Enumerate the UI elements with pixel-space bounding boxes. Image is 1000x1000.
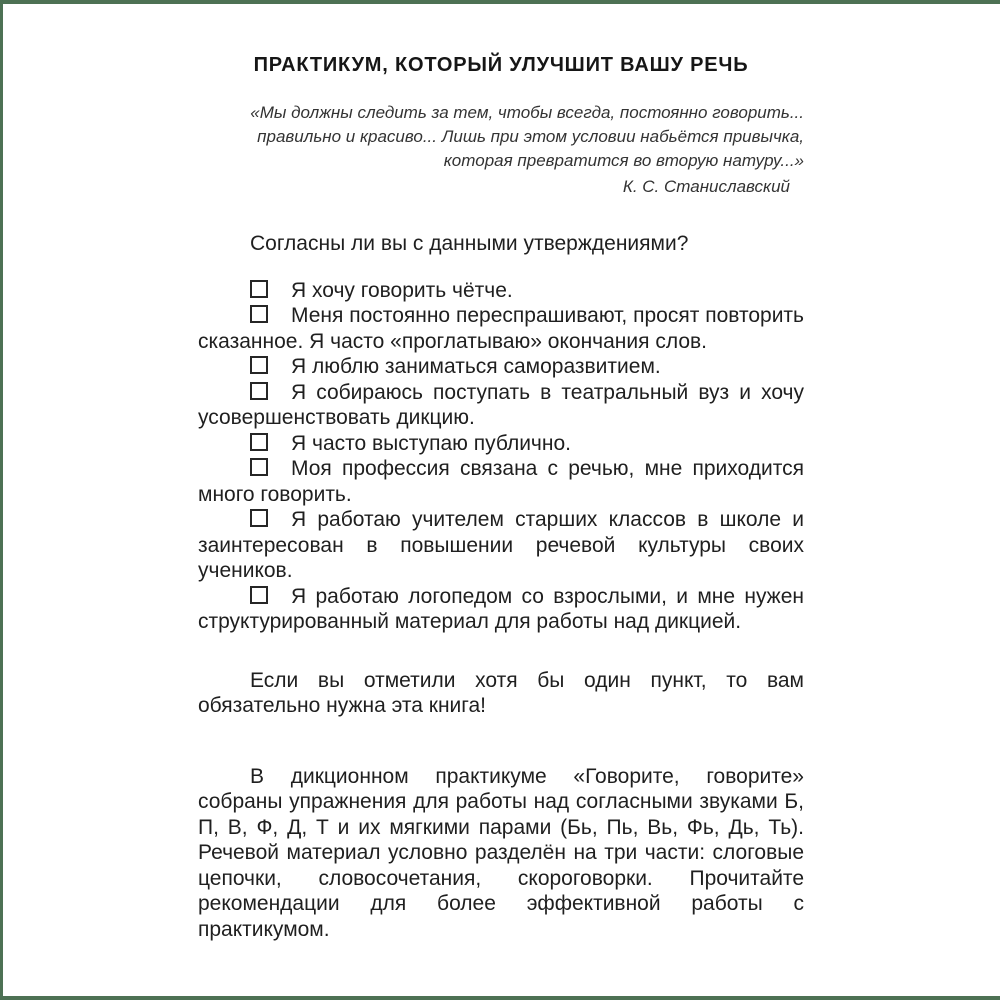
epigraph-line: «Мы должны следить за тем, чтобы всегда, постоянно говорить... xyxy=(250,103,804,122)
checklist-item xyxy=(198,303,804,354)
checklist-item xyxy=(198,278,804,304)
checkbox-icon xyxy=(250,458,268,476)
checklist-item-text: Я работаю учителем старших классов в школе и заинтересован в повышении речевой культуры своих учеников. xyxy=(198,508,804,582)
checklist-item-text: Я люблю заниматься саморазвитием. xyxy=(291,355,661,378)
checklist-item xyxy=(198,380,804,431)
description-paragraph: В дикционном практикуме «Говорите, говорите» собраны упражнения для работы над согласными звуками Б, П, В, Ф, Д, Т и их мягкими парами (Бь, Пь, Вь, Фь, Дь, Ть). Речевой материал условно разделён на три части: слоговые цепочки, словосочетания, скороговорки. Прочитайте рекомендации для более эффективной работы с практикумом. xyxy=(198,764,804,941)
checklist-item-text: Я часто выступаю публично. xyxy=(291,431,571,455)
checklist-item xyxy=(198,507,804,584)
checklist-item-text: Я хочу говорить чётче. xyxy=(291,278,513,302)
body-text xyxy=(198,231,804,942)
checklist-item-text: Меня постоянно переспрашивают, просят повторить сказанное. Я часто «проглатываю» окончания слов. xyxy=(198,304,804,353)
checklist xyxy=(198,278,804,635)
text-column xyxy=(198,4,804,942)
checkbox-icon xyxy=(250,586,268,604)
epigraph-line: правильно и красиво... Лишь при этом условии набьётся привычка, xyxy=(257,127,804,146)
epigraph xyxy=(198,101,804,199)
checklist-item-text: Я собираюсь поступать в театральный вуз и хочу усовершенствовать дикцию. xyxy=(198,380,804,429)
question-heading: Согласны ли вы с данными утверждениями? xyxy=(250,232,689,255)
epigraph-line: которая превратится во вторую натуру...» xyxy=(443,151,804,170)
call-to-action-paragraph: Если вы отметили хотя бы один пункт, то вам обязательно нужна эта книга! xyxy=(198,668,804,717)
checklist-item xyxy=(198,354,804,380)
checklist-item xyxy=(198,431,804,457)
checkbox-icon xyxy=(250,433,268,451)
page-title: ПРАКТИКУМ, КОТОРЫЙ УЛУЧШИТ ВАШУ РЕЧЬ xyxy=(253,54,749,76)
epigraph-attribution: К. С. Станиславский xyxy=(622,177,790,196)
checklist-item-text: Моя профессия связана с речью, мне приходится много говорить. xyxy=(198,457,804,506)
checkbox-icon xyxy=(250,382,268,400)
checkbox-icon xyxy=(250,356,268,374)
checkbox-icon xyxy=(250,305,268,323)
checkbox-icon xyxy=(250,280,268,298)
checklist-item-text: Я работаю логопедом со взрослыми, и мне нужен структурированный материал для работы над дикцией. xyxy=(198,584,804,633)
checkbox-icon xyxy=(250,509,268,527)
checklist-item xyxy=(198,584,804,635)
checklist-item xyxy=(198,456,804,507)
